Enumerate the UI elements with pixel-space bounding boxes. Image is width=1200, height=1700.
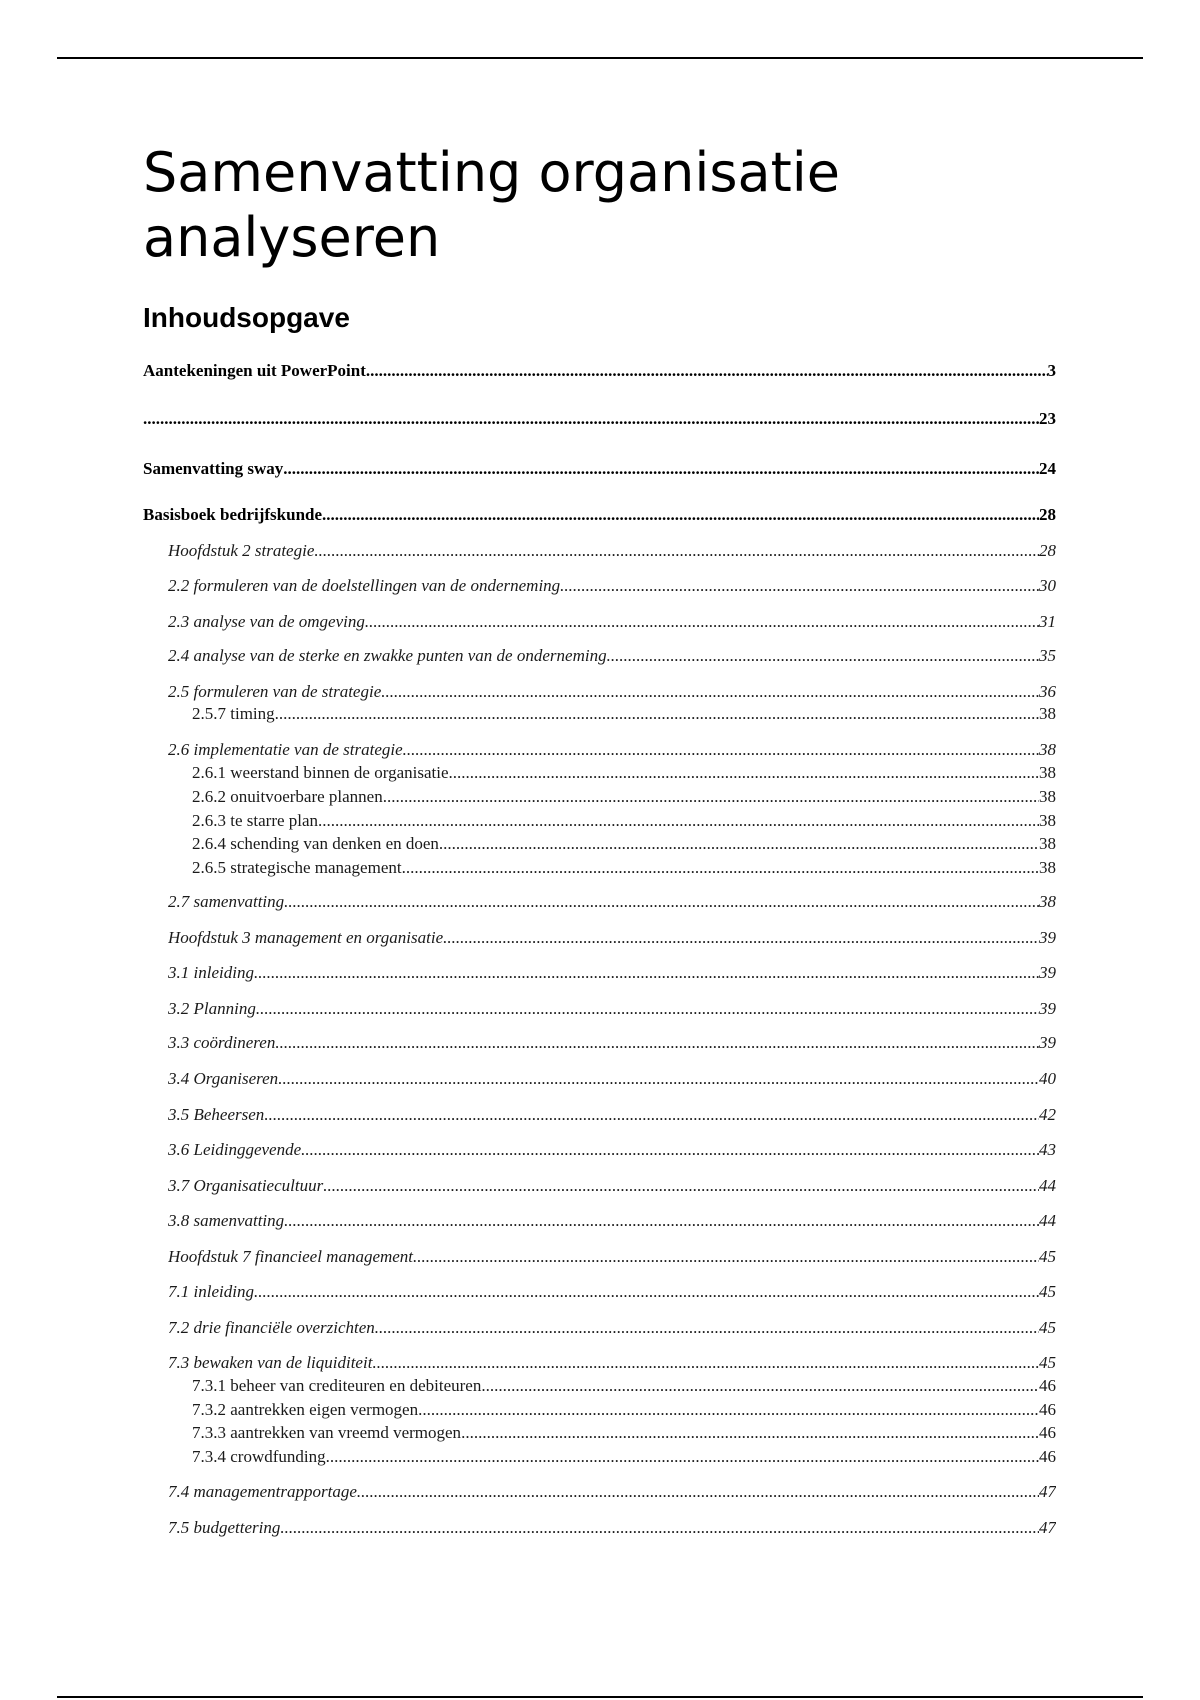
toc-page-number: 39	[1039, 999, 1056, 1018]
dot-leader	[278, 1068, 1039, 1090]
dot-leader	[418, 1399, 1039, 1421]
dot-leader	[449, 762, 1039, 784]
dot-leader	[318, 810, 1039, 832]
toc-page-number: 39	[1039, 1033, 1056, 1052]
dot-leader	[439, 833, 1039, 855]
toc-page-number: 39	[1039, 963, 1056, 982]
dot-leader	[254, 1281, 1039, 1303]
toc-page-number: 36	[1039, 682, 1056, 701]
toc-entry-7-3-1[interactable]: 7.3.1 beheer van crediteuren en debiteuren ..... 46	[192, 1375, 1056, 1397]
toc-entry-7-3[interactable]: 7.3 bewaken van de liquiditeit ..... 45	[168, 1352, 1056, 1374]
bottom-rule	[57, 1696, 1143, 1698]
toc-entry-2-5-7[interactable]: 2.5.7 timing ..... 38	[192, 703, 1056, 725]
toc-page-number: 23	[1039, 409, 1056, 428]
toc-entry-2-2[interactable]: 2.2 formuleren van de doelstellingen van de onderneming ..... 30	[168, 575, 1056, 597]
toc-page-number: 38	[1039, 787, 1056, 806]
toc-page-number: 28	[1039, 541, 1056, 560]
dot-leader	[560, 575, 1039, 597]
toc-page-number: 46	[1039, 1423, 1056, 1442]
toc-entry-3-3[interactable]: 3.3 coördineren ..... 39	[168, 1032, 1056, 1054]
toc-entry-7-4[interactable]: 7.4 managementrapportage ..... 47	[168, 1481, 1056, 1503]
dot-leader	[443, 927, 1039, 949]
toc-page-number: 47	[1039, 1518, 1056, 1537]
toc-page-number: 45	[1039, 1282, 1056, 1301]
toc-entry-7-3-3[interactable]: 7.3.3 aantrekken van vreemd vermogen ..... 46	[192, 1422, 1056, 1444]
toc-heading: Inhoudsopgave	[143, 302, 350, 333]
toc-page-number: 38	[1039, 834, 1056, 853]
toc-page-number: 31	[1039, 612, 1056, 631]
toc-page-number: 39	[1039, 928, 1056, 947]
toc-entry-2-7[interactable]: 2.7 samenvatting ..... 38	[168, 891, 1056, 913]
toc-page-number: 30	[1039, 576, 1056, 595]
toc-page-number: 24	[1039, 459, 1056, 478]
toc-page-number: 44	[1039, 1211, 1056, 1230]
toc-entry-2-6-1[interactable]: 2.6.1 weerstand binnen de organisatie ..... 38	[192, 762, 1056, 784]
dot-leader	[254, 962, 1039, 984]
toc-entry-3-1[interactable]: 3.1 inleiding ..... 39	[168, 962, 1056, 984]
toc-page-number: 45	[1039, 1247, 1056, 1266]
toc-page-number: 38	[1039, 740, 1056, 759]
toc-entry-3-5[interactable]: 3.5 Beheersen ..... 42	[168, 1104, 1056, 1126]
dot-leader	[481, 1375, 1039, 1397]
dot-leader	[461, 1422, 1039, 1444]
dot-leader	[143, 408, 1039, 430]
document-title: Samenvatting organisatie analyseren	[143, 141, 840, 269]
toc-page-number: 46	[1039, 1376, 1056, 1395]
toc-entry-7-1[interactable]: 7.1 inleiding ..... 45	[168, 1281, 1056, 1303]
toc-entry-2-6-3[interactable]: 2.6.3 te starre plan ..... 38	[192, 810, 1056, 832]
toc-entry-3-6[interactable]: 3.6 Leidinggevende ..... 43	[168, 1139, 1056, 1161]
dot-leader	[357, 1481, 1039, 1503]
toc-entry-3-4[interactable]: 3.4 Organiseren ..... 40	[168, 1068, 1056, 1090]
toc-entry-samenvatting-sway[interactable]: Samenvatting sway ..... 24	[143, 458, 1056, 480]
toc-entry-hoofdstuk-3[interactable]: Hoofdstuk 3 management en organisatie ..... 39	[168, 927, 1056, 949]
toc-entry-2-6[interactable]: 2.6 implementatie van de strategie ..... 38	[168, 739, 1056, 761]
toc-page-number: 47	[1039, 1482, 1056, 1501]
toc-entry-3-7[interactable]: 3.7 Organisatiecultuur ..... 44	[168, 1175, 1056, 1197]
toc-entry-7-5[interactable]: 7.5 budgettering ..... 47	[168, 1517, 1056, 1539]
toc-page-number: 46	[1039, 1447, 1056, 1466]
toc-entry-7-3-2[interactable]: 7.3.2 aantrekken eigen vermogen ..... 46	[192, 1399, 1056, 1421]
dot-leader	[275, 703, 1039, 725]
toc-entry-7-2[interactable]: 7.2 drie financiële overzichten ..... 45	[168, 1317, 1056, 1339]
toc-entry-hoofdstuk-2[interactable]: Hoofdstuk 2 strategie ..... 28	[168, 540, 1056, 562]
toc-page-number: 43	[1039, 1140, 1056, 1159]
dot-leader	[283, 458, 1039, 480]
toc-page-number: 38	[1039, 811, 1056, 830]
toc-entry-2-6-4[interactable]: 2.6.4 schending van denken en doen ..... 38	[192, 833, 1056, 855]
toc-page-number: 38	[1039, 892, 1056, 911]
toc-page-number: 3	[1047, 361, 1056, 380]
toc-page-number: 28	[1039, 505, 1056, 524]
toc-page-number: 45	[1039, 1318, 1056, 1337]
toc-page-number: 46	[1039, 1400, 1056, 1419]
toc-page-number: 35	[1039, 646, 1056, 665]
dot-leader	[403, 739, 1039, 761]
dot-leader	[284, 891, 1039, 913]
toc-entry-2-6-5[interactable]: 2.6.5 strategische management ..... 38	[192, 857, 1056, 879]
toc-page-number: 38	[1039, 763, 1056, 782]
toc-page-number: 45	[1039, 1353, 1056, 1372]
dot-leader	[381, 681, 1039, 703]
dot-leader	[607, 645, 1039, 667]
dot-leader	[314, 540, 1039, 562]
dot-leader	[322, 504, 1039, 526]
dot-leader	[365, 611, 1039, 633]
dot-leader	[366, 360, 1048, 382]
dot-leader	[280, 1517, 1039, 1539]
toc-entry-7-3-4[interactable]: 7.3.4 crowdfunding ..... 46	[192, 1446, 1056, 1468]
dot-leader	[372, 1352, 1039, 1374]
dot-leader	[284, 1210, 1039, 1232]
toc-page-number: 44	[1039, 1176, 1056, 1195]
toc-entry-aantekeningen-powerpoint[interactable]: Aantekeningen uit PowerPoint ..... 3	[143, 360, 1056, 382]
dot-leader	[383, 786, 1039, 808]
toc-entry-hoofdstuk-7[interactable]: Hoofdstuk 7 financieel management ..... 45	[168, 1246, 1056, 1268]
dot-leader	[256, 998, 1039, 1020]
dot-leader	[264, 1104, 1039, 1126]
toc-entry-basisboek-bedrijfskunde[interactable]: Basisboek bedrijfskunde ..... 28	[143, 504, 1056, 526]
dot-leader	[323, 1175, 1039, 1197]
toc-entry-3-8[interactable]: 3.8 samenvatting ..... 44	[168, 1210, 1056, 1232]
toc-page-number: 42	[1039, 1105, 1056, 1124]
toc-entry-2-4[interactable]: 2.4 analyse van de sterke en zwakke punten van de onderneming ..... 35	[168, 645, 1056, 667]
dot-leader	[375, 1317, 1039, 1339]
toc-page-number: 38	[1039, 704, 1056, 723]
toc-entry-2-5[interactable]: 2.5 formuleren van de strategie ..... 36	[168, 681, 1056, 703]
dot-leader	[275, 1032, 1039, 1054]
toc-entry-2-6-2[interactable]: 2.6.2 onuitvoerbare plannen ..... 38	[192, 786, 1056, 808]
toc-page-number: 38	[1039, 858, 1056, 877]
dot-leader	[413, 1246, 1039, 1268]
toc-entry-3-2[interactable]: 3.2 Planning ..... 39	[168, 998, 1056, 1020]
dot-leader	[402, 857, 1039, 879]
dot-leader	[326, 1446, 1039, 1468]
dot-leader	[301, 1139, 1039, 1161]
toc-entry-2-3[interactable]: 2.3 analyse van de omgeving ..... 31	[168, 611, 1056, 633]
toc-page-number: 40	[1039, 1069, 1056, 1088]
toc-entry-untitled[interactable]	[143, 408, 1056, 430]
